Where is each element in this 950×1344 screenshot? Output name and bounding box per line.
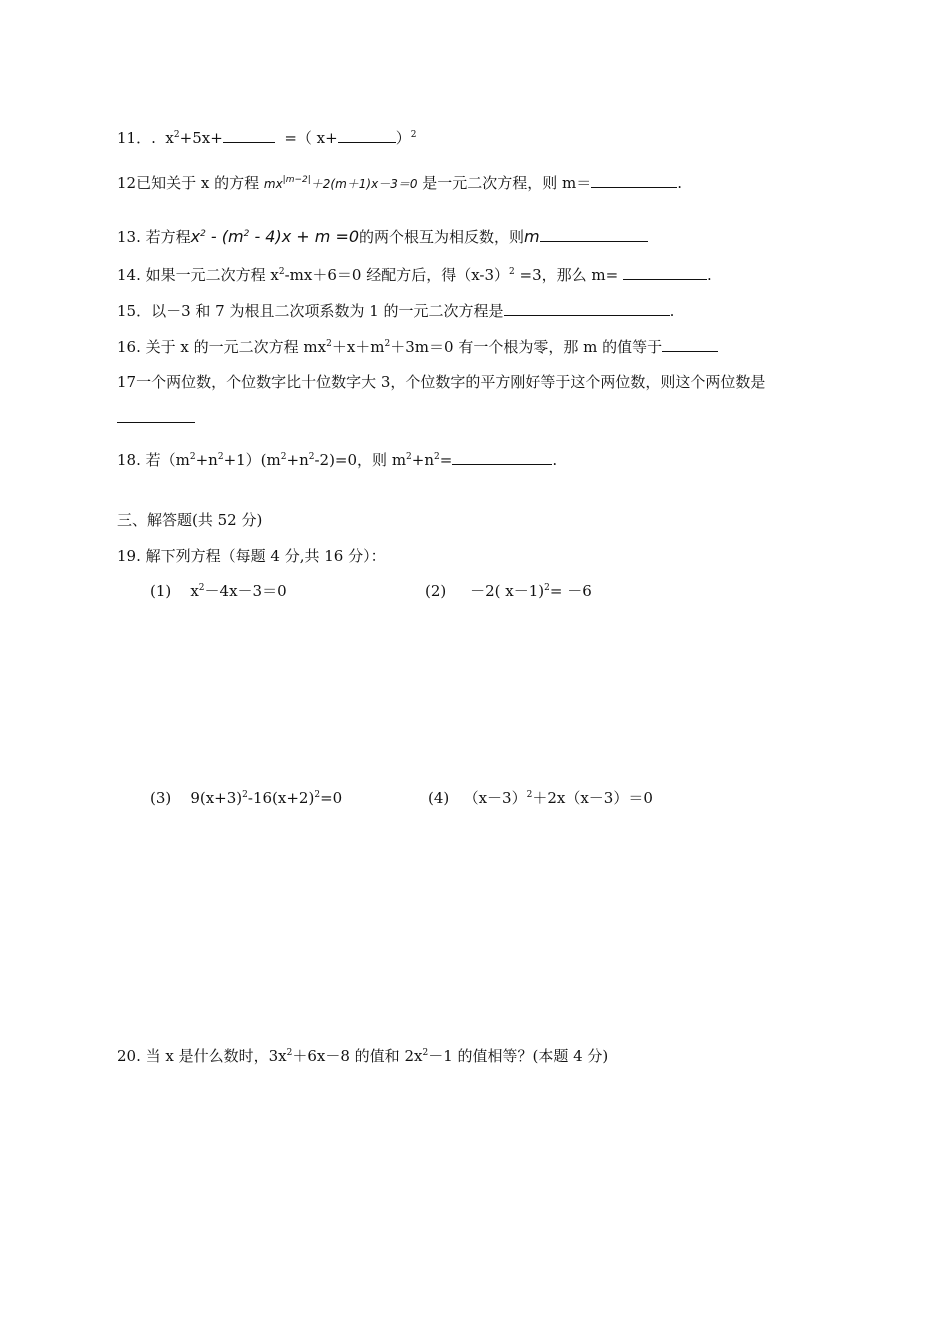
answer-blank[interactable] — [504, 301, 670, 316]
question-17-blank-line — [117, 408, 195, 428]
equation: $x^2 - (m^2 - 4)x + m =0$ — [190, 227, 360, 246]
answer-blank[interactable] — [452, 450, 552, 465]
question-19-part-1: (1) $x^2-4x-3=0$ — [150, 582, 287, 600]
question-11: 11．. $x^2+5x+$ =（ x+ ）$^2$ — [117, 129, 417, 147]
question-12: 12已知关于 x 的方程 $mx^{|m-2|}+2(m+1)x-3=0$ 是一元二次方程，则 m＝ . — [117, 174, 683, 192]
question-17: 17一个两位数，个位数字比十位数字大 3，个位数字的平方刚好等于这个两位数，则这个两位数是 — [117, 373, 766, 391]
question-20: 20. 当 x 是什么数时，$3x^2+6x-8$ 的值和 $2x^2-1$ 的值相等？(本题 4 分) — [117, 1047, 609, 1065]
question-19-part-2: (2) －2( x－1)$^2$= －6 — [425, 582, 592, 600]
answer-blank[interactable] — [623, 265, 707, 280]
question-19-part-3: (3) $9(x+3)^2-16(x+2)^2=0$ — [150, 789, 343, 807]
section-heading: 三、解答题(共 52 分) — [117, 511, 263, 529]
question-19-part-4: (4) $(x-3)^2+2x(x-3)=0$ — [428, 789, 653, 807]
question-15: 15．以－3 和 7 为根且二次项系数为 1 的一元二次方程是 . — [117, 302, 675, 320]
answer-blank[interactable] — [117, 408, 195, 423]
answer-blank[interactable] — [540, 227, 648, 242]
answer-blank[interactable] — [591, 173, 677, 188]
answer-blank[interactable] — [338, 128, 396, 143]
question-18: 18. 若$(m^2+n^2+1)(m^2+n^2-2)=0$，则 $m^2+n^2=$ . — [117, 451, 558, 469]
question-number: 11． — [117, 129, 152, 147]
question-19-title: 19. 解下列方程（每题 4 分,共 16 分）： — [117, 547, 386, 565]
answer-blank[interactable] — [662, 337, 718, 352]
answer-blank[interactable] — [223, 128, 275, 143]
question-14: 14. 如果一元二次方程 $x^2-mx+6=0$ 经配方后，得$(x-3)^2 =3$，那么 m= . — [117, 266, 712, 284]
question-16: 16. 关于 x 的一元二次方程 $mx^2+x+m^2+3m=0$ 有一个根为零，那 m 的值等于 — [117, 337, 718, 357]
equation: $mx^{|m-2|}+2(m+1)x-3=0$ — [263, 175, 418, 191]
question-13: 13. 若方程$x^2 - (m^2 - 4)x + m =0$的两个根互为相反数，则m — [117, 227, 648, 247]
